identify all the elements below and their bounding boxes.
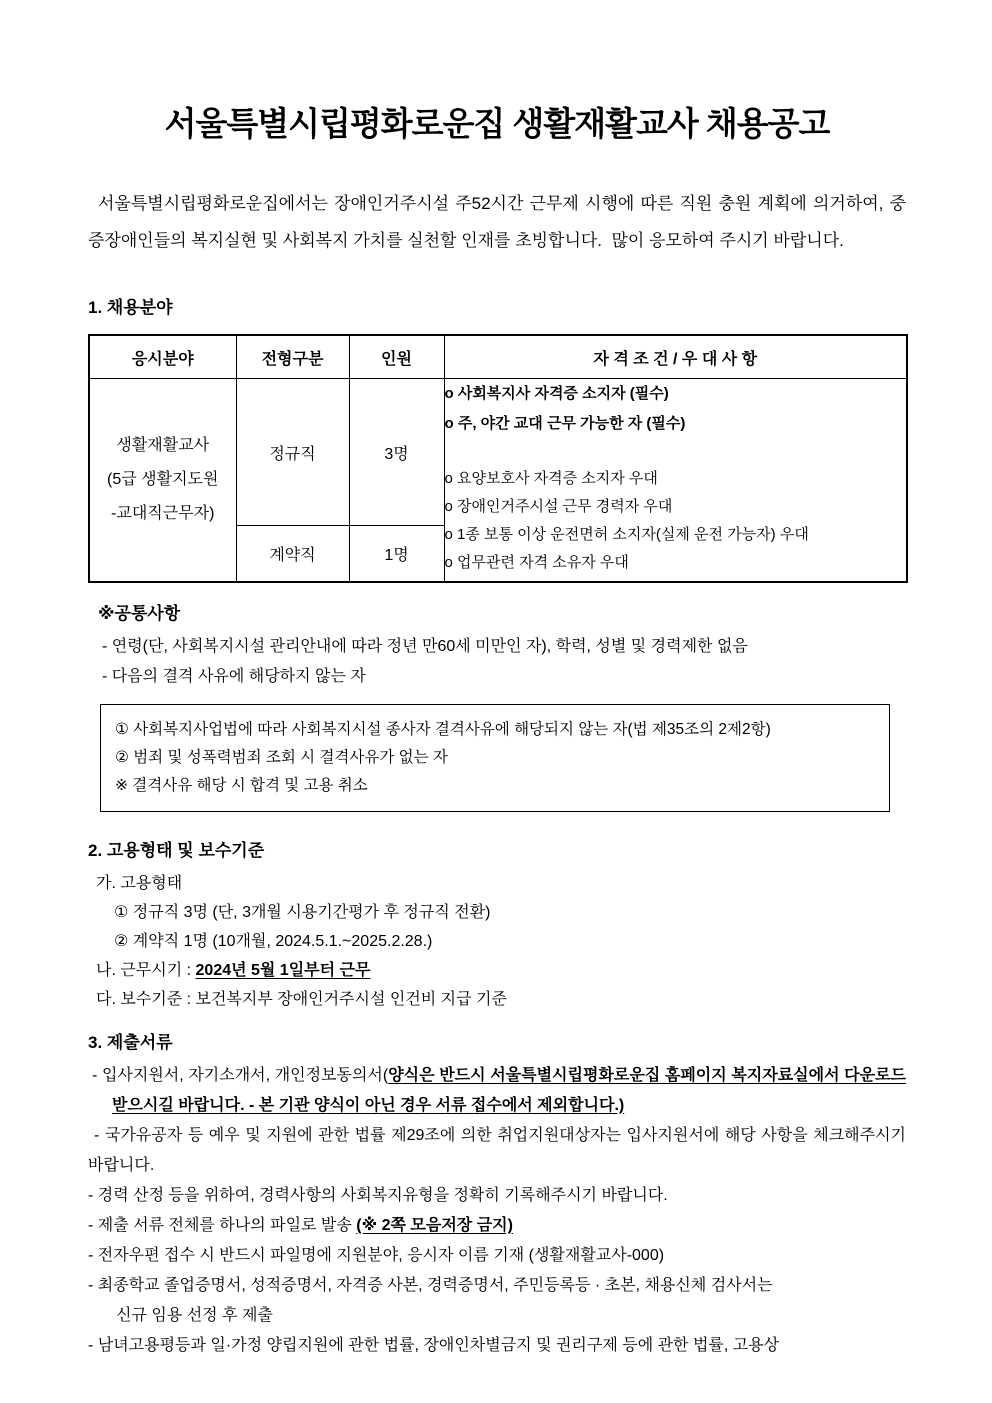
section-heading-recruitment-field: 1. 채용분야 (88, 298, 173, 317)
disqualification-item: ※ 결격사유 해당 시 합격 및 고용 취소 (115, 776, 368, 794)
field-name-line: 생활재활교사 (116, 436, 210, 454)
section-documents (88, 1028, 906, 1361)
intro-paragraph: 서울특별시립평화로운집에서는 장애인거주시설 주52시간 근무제 시행에 따른 직원 충원 계획에 의거하여, 중증장애인들의 복지실현 및 사회복지 가치를 실천할 인재를 초빙합니다. 많이 응모하여 주시기 바랍니다. (88, 194, 906, 250)
document-item-text: - 입사지원서, 자기소개서, 개인정보동의서( (92, 1066, 389, 1084)
category-regular-cell: 정규직 (236, 379, 349, 526)
table-header-row (89, 335, 907, 379)
document-item-veterans: - 국가유공자 등 예우 및 지원에 관한 법률 제29조에 의한 취업지원대상자는 입사지원서에 해당 사항을 체크해주시기 바랍니다. (88, 1126, 906, 1174)
field-name-cell (89, 379, 236, 582)
document-item-single-file (88, 1211, 906, 1241)
headcount-regular-cell: 3명 (349, 379, 444, 526)
document-item-certificates: - 최종학교 졸업증명서, 성적증명서, 자격증 사본, 경력증명서, 주민등록등 · 초본, 채용신체 검사서는 (88, 1276, 773, 1294)
disqualification-item: ② 범죄 및 성폭력범죄 조회 시 결격사유가 없는 자 (115, 748, 448, 766)
page-title: 서울특별시립평화로운집 생활재활교사 채용공고 (164, 105, 830, 142)
headcount-contract-cell: 1명 (349, 526, 444, 582)
column-header-headcount: 인원 (349, 335, 444, 379)
column-header-qualifications: 자 격 조 건 / 우 대 사 항 (444, 335, 907, 379)
table-row (89, 379, 907, 526)
section-heading-employment: 2. 고용형태 및 보수기준 (88, 840, 265, 860)
employment-item-contract: ② 계약직 1명 (10개월, 2024.5.1.~2025.2.28.) (114, 932, 433, 950)
qualification-preferred-item: o 장애인거주시설 근무 경력자 우대 (444, 498, 673, 515)
recruitment-table (88, 334, 908, 583)
column-header-category: 전형구분 (236, 335, 349, 379)
employment-item-regular: ① 정규직 3명 (단, 3개월 시용기간평가 후 정규직 전환) (114, 903, 491, 921)
work-start-label: 나. 근무시기 : (96, 961, 196, 979)
column-header-field: 응시분야 (89, 335, 236, 379)
document-item-email-filename: - 전자우편 접수 시 반드시 파일명에 지원분야, 응시자 이름 기재 (생활재활교사-000) (88, 1246, 665, 1264)
section-heading-documents: 3. 제출서류 (88, 1032, 173, 1052)
qualification-preferred-item: o 요양보호사 자격증 소지자 우대 (444, 470, 658, 487)
document-item-certificates-continued: 신규 임용 선정 후 제출 (116, 1306, 273, 1324)
spacer (445, 439, 907, 465)
common-note-item: - 연령(단, 사회복지시설 관리안내에 따라 정년 만60세 미만인 자), 학력, 성별 및 경력제한 없음 (102, 637, 748, 655)
document-item-text: - 제출 서류 전체를 하나의 파일로 발송 (88, 1216, 357, 1234)
work-start-line (88, 956, 906, 985)
pay-standard-line: 다. 보수기준 : 보건복지부 장애인거주시설 인건비 지급 기준 (96, 990, 507, 1008)
section-employment (88, 836, 906, 1014)
disqualification-item: ① 사회복지사업법에 따라 사회복지시설 종사자 결격사유에 해당되지 않는 자(법 제35조의 2제2항) (115, 720, 771, 738)
field-name-line: -교대직근무자) (111, 504, 215, 522)
disqualification-box (100, 704, 890, 812)
work-start-value: 2024년 5월 1일부터 근무 (195, 961, 371, 979)
category-contract-cell: 계약직 (236, 526, 349, 582)
common-notes-heading: ※공통사항 (98, 603, 181, 623)
qualification-preferred-item: o 1종 보통 이상 운전면허 소지자(실제 운전 가능자) 우대 (444, 526, 809, 543)
qualifications-cell (444, 379, 907, 582)
document-item-emphasis: (※ 2쪽 모음저장 금지) (356, 1216, 513, 1234)
common-note-item: - 다음의 결격 사유에 해당하지 않는 자 (102, 667, 366, 685)
qualification-required-item: o 주, 야간 교대 근무 가능한 자 (필수) (444, 415, 686, 432)
document-item-application-forms (88, 1061, 906, 1121)
document-item-emphasis: 양식은 반드시 서울특별시립평화로운집 홈페이지 복지자료실에서 다운로드 받으시길 바랍니다. - 본 기관 양식이 아닌 경우 서류 접수에서 제외합니다.) (112, 1066, 906, 1114)
employment-type-label: 가. 고용형태 (96, 874, 183, 892)
document-item-career-record: - 경력 산정 등을 위하여, 경력사항의 사회복지유형을 정확히 기록해주시기 바랍니다. (88, 1186, 668, 1204)
field-name-line: (5급 생활지도원 (107, 470, 219, 488)
qualification-required-item: o 사회복지사 자격증 소지자 (필수) (444, 385, 669, 402)
document-item-equal-employment: - 남녀고용평등과 일·가정 양립지원에 관한 법률, 장애인차별금지 및 권리구제 등에 관한 법률, 고용상 (88, 1336, 780, 1354)
qualification-preferred-item: o 업무관련 자격 소유자 우대 (444, 554, 629, 571)
